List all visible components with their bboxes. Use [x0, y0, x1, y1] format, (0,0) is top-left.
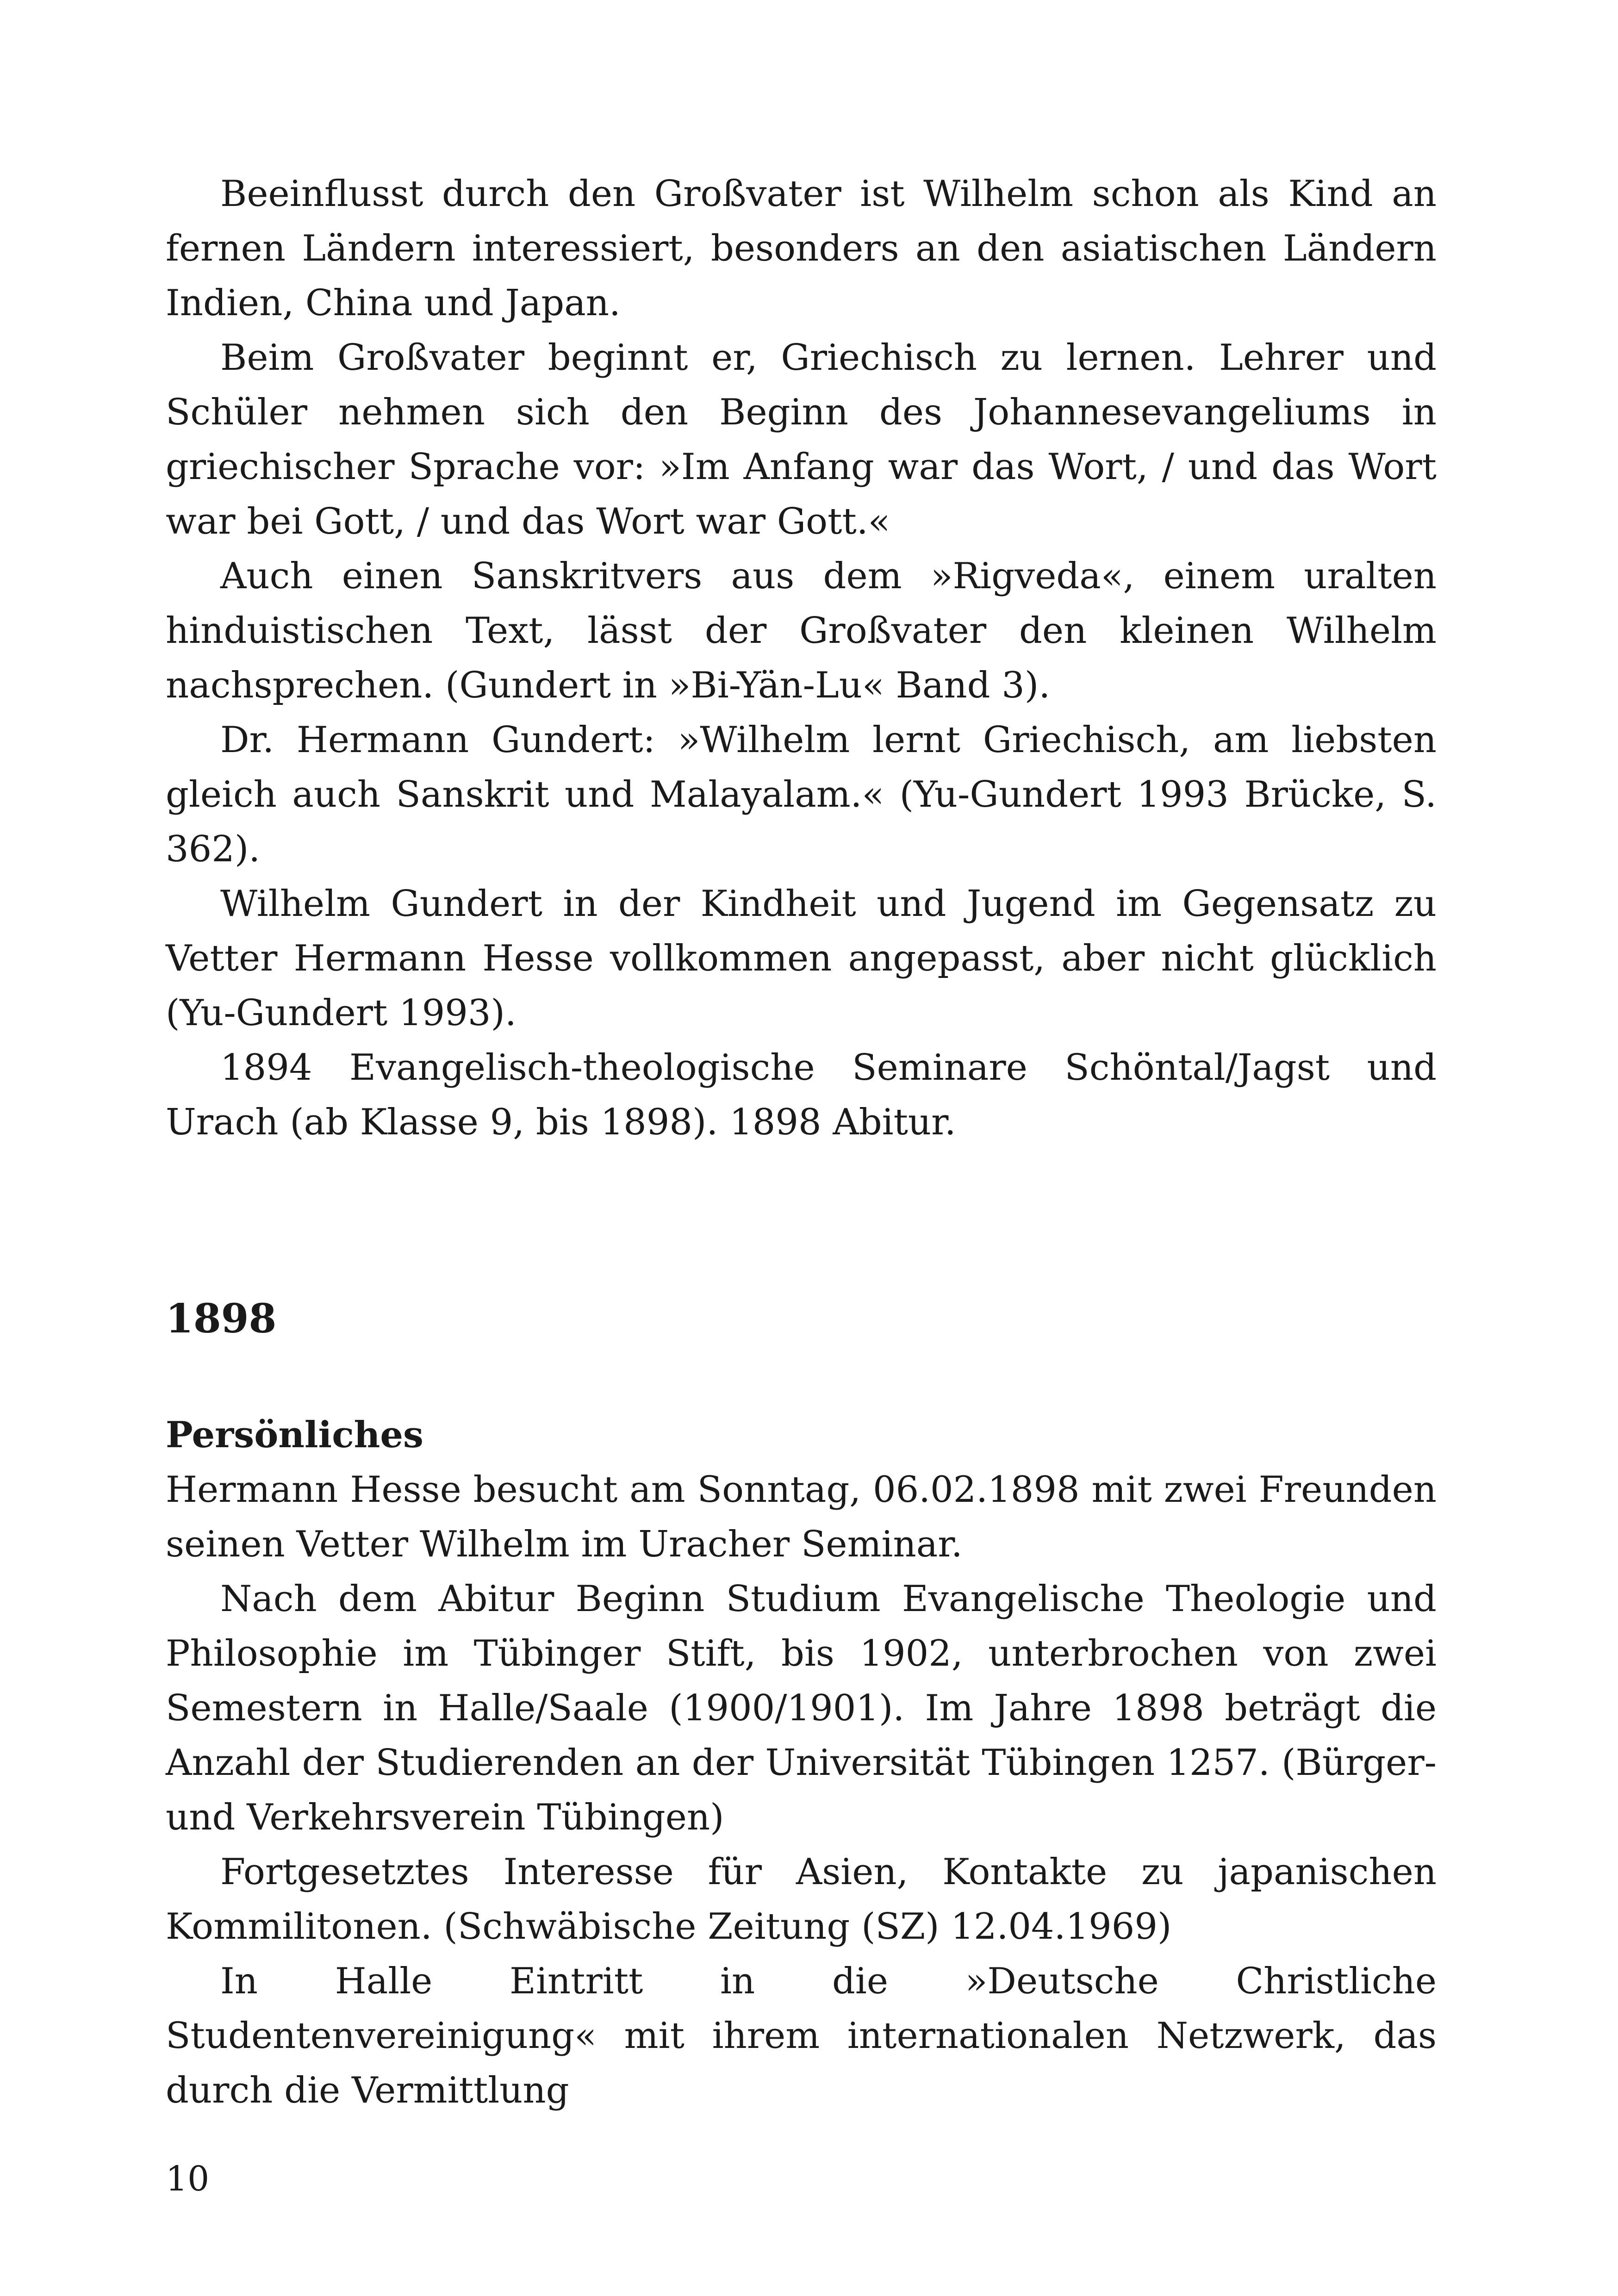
paragraph-greek-lessons: Beim Großvater beginnt er, Griechisch zu lernen. Lehrer und Schüler nehmen sich den Beginn des Johannesevangeliums in griechischer Sprache vor: »Im Anfang war das Wort, / und das Wort war bei Gott, / und das Wort war Gott.«: [166, 337, 1437, 542]
paragraph-seminaries: 1894 Evangelisch-theologische Seminare Schöntal/Jagst und Urach (ab Klasse 9, bis 1898). 1898 Abitur.: [166, 1047, 1437, 1143]
body-text-top: [166, 167, 1437, 1150]
paragraph-hermann-gundert-quote: Dr. Hermann Gundert: »Wilhelm lernt Griechisch, am liebsten gleich auch Sanskrit und Malayalam.« (Yu-Gundert 1993 Brücke, S. 362).: [166, 719, 1437, 870]
section-heading: Persönliches: [166, 1414, 423, 1456]
paragraph-childhood-interest: Beeinflusst durch den Großvater ist Wilhelm schon als Kind an fernen Ländern interessiert, besonders an den asiatischen Ländern Indien, China und Japan.: [166, 173, 1437, 324]
year-heading: 1898: [166, 1295, 277, 1342]
paragraph-studies: Nach dem Abitur Beginn Studium Evangelische Theologie und Philosophie im Tübinger Stift, bis 1902, unterbrochen von zwei Semestern in Halle/Saale (1900/1901). Im Jahre 1898 beträgt die Anzahl der Studierenden an der Universität Tübingen 1257. (Bürger- und Verkehrsverein Tübingen): [166, 1578, 1437, 1838]
paragraph-youth-comparison: Wilhelm Gundert in der Kindheit und Jugend im Gegensatz zu Vetter Hermann Hesse vollkommen angepasst, aber nicht glücklich (Yu-Gundert 1993).: [166, 883, 1437, 1034]
paragraph-sanskrit-verse: Auch einen Sanskritvers aus dem »Rigveda«, einem uralten hinduistischen Text, lässt der Großvater den kleinen Wilhelm nachsprechen. (Gundert in »Bi-Yän-Lu« Band 3).: [166, 555, 1437, 706]
paragraph-halle-association: In Halle Eintritt in die »Deutsche Christliche Studentenvereinigung« mit ihrem internationalen Netzwerk, das durch die Vermittlung: [166, 1960, 1437, 2111]
body-text-bottom: [166, 1462, 1437, 2118]
paragraph-asia-interest: Fortgesetztes Interesse für Asien, Kontakte zu japanischen Kommilitonen. (Schwäbische Zeitung (SZ) 12.04.1969): [166, 1851, 1437, 1948]
paragraph-hesse-visit: Hermann Hesse besucht am Sonntag, 06.02.1898 mit zwei Freunden seinen Vetter Wilhelm im Uracher Seminar.: [166, 1469, 1437, 1565]
page-number: 10: [166, 2159, 210, 2199]
